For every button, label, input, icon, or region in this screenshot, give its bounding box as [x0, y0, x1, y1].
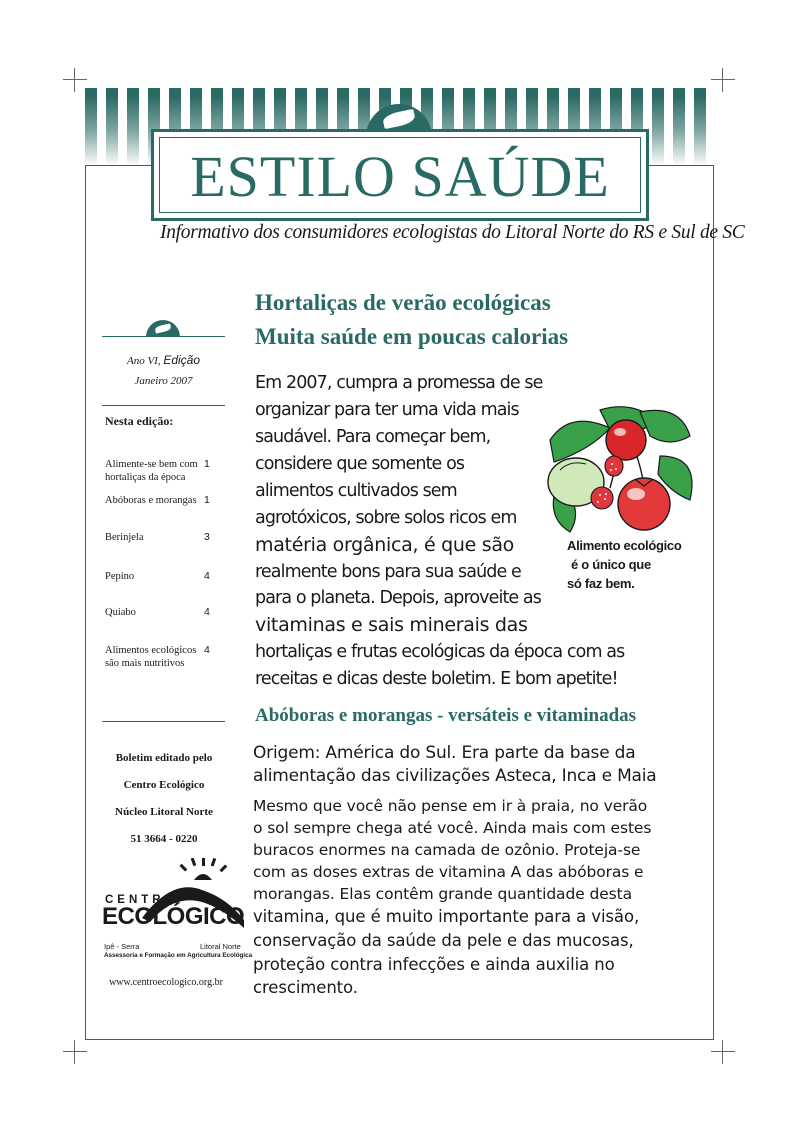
article-line: crescimento.	[253, 978, 358, 997]
article-line: o sol sempre chega até você. Ainda mais com estes	[253, 819, 652, 837]
issue-number: Ano VI, Edição	[126, 353, 201, 367]
illustration-caption: Alimento ecológico	[567, 538, 682, 553]
divider	[102, 721, 225, 722]
crop-mark-bottom-right	[711, 1040, 735, 1064]
logo-assessoria: Assessoria e Formação em Agricultura Ecológica	[104, 952, 253, 959]
divider	[102, 336, 225, 337]
article-line: com as doses extras de vitamina A das abóboras e	[253, 863, 644, 881]
article-line: buracos enormes na camada de ozônio. Proteja-se	[253, 841, 641, 859]
crop-mark-top-left	[63, 68, 87, 92]
article-subheadline: Muita saúde em poucas calorias	[255, 324, 569, 349]
article-headline: Abóboras e morangas - versáteis e vitaminadas	[255, 705, 637, 726]
editor-unit: Núcleo Litoral Norte	[115, 806, 213, 818]
article-line: alimentos cultivados sem	[255, 481, 457, 501]
article-line: Em 2007, cumpra a promessa de se	[255, 373, 543, 393]
divider	[102, 405, 225, 406]
article-line: para o planeta. Depois, aproveite as	[255, 588, 541, 608]
article-line: organizar para ter uma vida mais	[255, 400, 519, 420]
article-line: conservação da saúde da pele e das mucosas,	[253, 931, 634, 950]
title-box	[151, 129, 649, 221]
issue-date: Janeiro 2007	[134, 375, 193, 387]
fruit-vegetables-illustration	[540, 400, 700, 538]
toc-item[interactable]: Berinjela 3	[105, 531, 210, 543]
article-line: vitaminas e sais minerais das	[255, 614, 528, 636]
logo-ipe: Ipê - Serra	[104, 942, 140, 951]
article-line: Mesmo que você não pense em ir à praia, no verão	[253, 797, 648, 815]
illustration-caption: é o único que	[571, 557, 651, 572]
logo-litoral: Litoral Norte	[200, 942, 241, 951]
toc-heading: Nesta edição:	[105, 414, 174, 428]
origin-line: alimentação das civilizações Asteca, Inca e Maia	[253, 766, 657, 786]
crop-mark-bottom-left	[63, 1040, 87, 1064]
article-line: receitas e dicas deste boletim. E bom apetite!	[255, 669, 618, 689]
article-line: considere que somente os	[255, 454, 465, 474]
article-line: realmente bons para sua saúde e	[255, 562, 521, 582]
website-link[interactable]: www.centroecologico.org.br	[109, 977, 223, 988]
article-line: matéria orgânica, é que são	[255, 534, 514, 556]
toc-item[interactable]: Pepino 4	[105, 570, 210, 582]
illustration-caption: só faz bem.	[567, 576, 635, 591]
crop-mark-top-right	[711, 68, 735, 92]
toc-item[interactable]: Alimentos ecológicos são mais nutritivos 4	[105, 644, 210, 669]
centro-ecologico-logo	[102, 858, 253, 968]
toc-item[interactable]: Abóboras e morangas 1	[105, 494, 210, 506]
page-subtitle: Informativo dos consumidores ecologistas do Litoral Norte do RS e Sul de SC	[160, 222, 745, 243]
article-line: hortaliças e frutas ecológicas da época com as	[255, 642, 625, 662]
logo-centro: CENTRO	[105, 894, 178, 906]
article-line: morangas. Elas contêm grande quantidade desta	[253, 885, 632, 903]
editor-line: Boletim editado pelo	[115, 752, 213, 764]
toc-item[interactable]: Alimente-se bem com hortaliças da época 1	[105, 458, 210, 483]
article-line: saudável. Para começar bem,	[255, 427, 491, 447]
editor-phone: 51 3664 - 0220	[130, 833, 198, 845]
article-headline: Hortaliças de verão ecológicas	[255, 290, 551, 315]
toc-item[interactable]: Quiabo 4	[105, 606, 210, 618]
article-line: proteção contra infecções e ainda auxilia no	[253, 955, 615, 974]
page-title: ESTILO SAÚDE	[190, 144, 610, 209]
article-line: agrotóxicos, sobre solos ricos em	[255, 508, 517, 528]
article-line: vitamina, que é muito importante para a visão,	[253, 907, 640, 926]
origin-line: Origem: América do Sul. Era parte da base da	[253, 743, 636, 763]
logo-ecologico: ECOLÓGICO	[102, 903, 245, 930]
editor-name: Centro Ecológico	[123, 779, 205, 791]
